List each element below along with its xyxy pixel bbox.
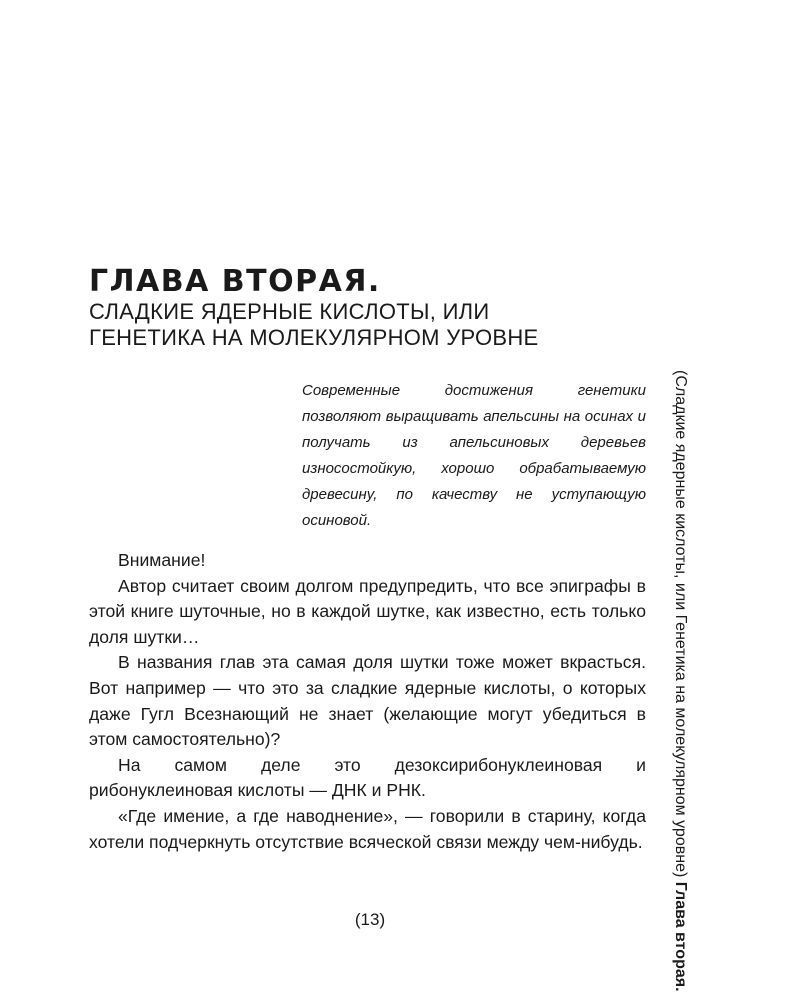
- chapter-title: ГЛАВА ВТОРАЯ.: [89, 264, 381, 299]
- paragraph-dna-rna: На самом деле это дезоксирибонуклеиновая и рибонуклеиновая кислоты — ДНК и РНК.: [89, 754, 646, 801]
- paragraph-attention: Внимание!: [118, 550, 206, 570]
- running-head-subtitle: (Сладкие ядерные кислоты, или Генетика на молекулярном уровне): [672, 370, 689, 878]
- body-text: [89, 548, 646, 855]
- epigraph: Современные достижения генетики позволяют выращивать апельсины на осинах и получать из апельсиновых деревьев износостойкую, хорошо обрабатываемую древесину, по качеству не уступающую осиновой.: [302, 382, 646, 529]
- chapter-heading: [89, 265, 659, 351]
- paragraph-saying: «Где имение, а где наводнение», — говорили в старину, когда хотели подчеркнуть отсутствие всяческой связи между чем-нибудь.: [89, 805, 646, 852]
- running-head-chapter: Глава вторая.: [672, 881, 689, 992]
- paragraph-chapter-names: В названия глав эта самая доля шутки тоже может вкрасться. Вот например — что это за сладкие ядерные кислоты, о которых даже Гугл Всезнающий не знает (желающие могут убедиться в этом самостоятельно)?: [89, 652, 646, 750]
- page-number: (13): [354, 910, 386, 929]
- paragraph-epigraph-warning: Автор считает своим долгом предупредить, что все эпиграфы в этой книге шуточные, но в каждой шутке, как известно, есть только доля шутки…: [89, 575, 646, 647]
- chapter-subtitle-line-1: СЛАДКИЕ ЯДЕРНЫЕ КИСЛОТЫ, ИЛИ: [89, 299, 490, 324]
- chapter-subtitle-line-2: ГЕНЕТИКА НА МОЛЕКУЛЯРНОМ УРОВНЕ: [89, 325, 539, 350]
- running-head-text: [670, 370, 690, 992]
